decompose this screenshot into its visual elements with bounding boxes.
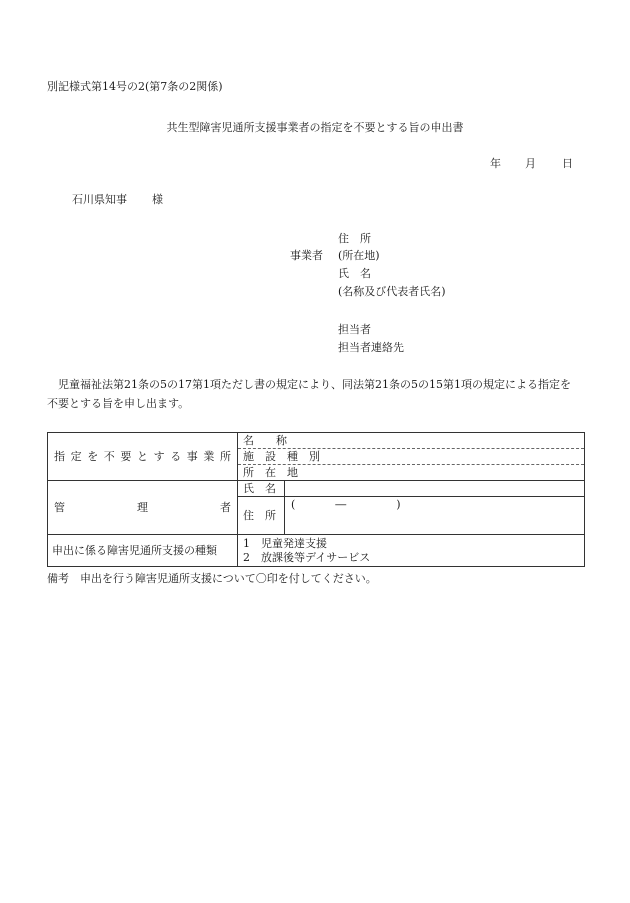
service-type-label: 申出に係る障害児通所支援の種類 [52,543,217,557]
addressee-honorific: 様 [152,193,163,206]
remarks: 備考 申出を行う障害児通所支援について〇印を付してください。 [47,572,377,585]
addressee-name: 石川県知事 [72,193,127,206]
date-month-label: 月 [525,157,536,170]
manager-label-cell [48,481,238,535]
facility-name-label: 名 称 [243,433,287,447]
facility-label: 指定を不要とする事業所 [54,449,231,463]
manager-address-label: 住 所 [243,508,276,522]
service-type-row [48,535,585,567]
service-type-options-cell [238,535,585,567]
facility-row [48,433,585,481]
phone-dash: ― [335,498,347,511]
service-type-label-cell [48,535,238,567]
facility-location-label: 所 在 地 [243,465,298,479]
service-option-2[interactable]: 2 放課後等デイサービス [243,550,371,564]
manager-address-input-cell[interactable] [285,497,585,535]
application-table [47,432,585,567]
facility-fields-cell [238,433,585,481]
manager-address-label-cell [238,497,285,535]
form-number: 別記様式第14号の2(第7条の2関係) [47,80,223,93]
manager-name-label: 氏 名 [243,481,276,495]
contact-info-label: 担当者連絡先 [338,341,404,354]
manager-name-input-cell[interactable] [285,481,585,497]
date-year-label: 年 [490,157,501,170]
manager-row-name [48,481,585,497]
facility-type-field[interactable] [238,449,584,465]
facility-type-label: 施 設 種 別 [243,449,320,463]
facility-name-field[interactable] [238,433,584,449]
manager-label: 管 理 者 [54,500,231,514]
body-text-line-2: 不要とする旨を申し出ます。 [47,397,190,410]
service-option-1[interactable]: 1 児童発達支援 [243,536,327,550]
applicant-group-label: 事業者 [290,249,323,262]
facility-location-field[interactable] [238,465,584,480]
applicant-name-sub: (名称及び代表者氏名) [338,285,446,298]
applicant-address-sub: (所在地) [338,249,380,262]
applicant-address-label: 住 所 [338,232,371,245]
document-title: 共生型障害児通所支援事業者の指定を不要とする旨の申出書 [166,121,464,134]
phone-paren-open: ( [291,498,296,511]
facility-label-cell [48,433,238,481]
applicant-name-label: 氏 名 [338,267,371,280]
date-day-label: 日 [562,157,573,170]
contact-person-label: 担当者 [338,323,371,336]
body-text-line-1: 児童福祉法第21条の5の17第1項ただし書の規定により、同法第21条の5の15第1項の規定による指定を [58,378,571,391]
phone-paren-close: ) [396,498,401,511]
manager-name-label-cell [238,481,285,497]
